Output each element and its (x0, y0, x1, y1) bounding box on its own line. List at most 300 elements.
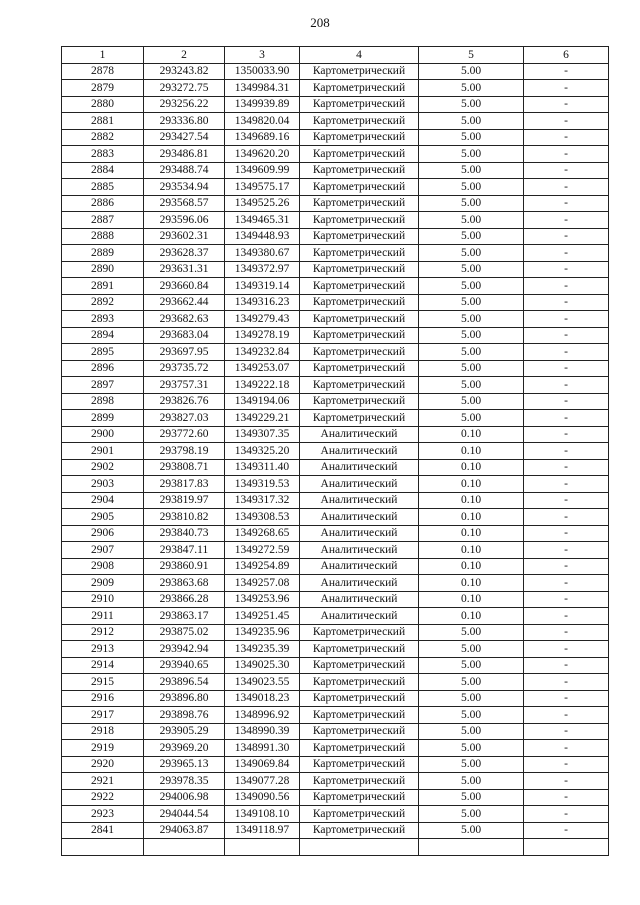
coord-y-cell: 1349253.07 (225, 360, 300, 377)
method-cell: Картометрический (300, 723, 419, 740)
coord-y-cell: 1349235.96 (225, 624, 300, 641)
coord-x-cell: 293798.19 (144, 443, 225, 460)
accuracy-cell: 5.00 (419, 212, 524, 229)
note-cell: - (524, 459, 609, 476)
note-cell: - (524, 509, 609, 526)
coord-y-cell: 1349254.89 (225, 558, 300, 575)
coord-x-cell (144, 839, 225, 856)
table-row (62, 542, 609, 559)
accuracy-cell: 5.00 (419, 707, 524, 724)
coord-y-cell: 1348990.39 (225, 723, 300, 740)
table-row (62, 195, 609, 212)
table-row (62, 476, 609, 493)
coord-y-cell: 1349077.28 (225, 773, 300, 790)
coord-y-cell (225, 839, 300, 856)
coord-y-cell: 1349090.56 (225, 789, 300, 806)
table-row (62, 278, 609, 295)
coord-x-cell: 293808.71 (144, 459, 225, 476)
coord-x-cell: 293697.95 (144, 344, 225, 361)
point-number-cell: 2895 (62, 344, 144, 361)
note-cell: - (524, 113, 609, 130)
table-row (62, 525, 609, 542)
table-row (62, 393, 609, 410)
table-header (62, 47, 609, 64)
coord-y-cell: 1349268.65 (225, 525, 300, 542)
coord-x-cell: 293817.83 (144, 476, 225, 493)
table-row (62, 96, 609, 113)
header-col-2: 2 (144, 47, 225, 64)
coord-y-cell: 1350033.90 (225, 63, 300, 80)
coord-y-cell: 1349194.06 (225, 393, 300, 410)
table-row (62, 179, 609, 196)
accuracy-cell: 0.10 (419, 542, 524, 559)
accuracy-cell: 5.00 (419, 113, 524, 130)
coord-x-cell: 293662.44 (144, 294, 225, 311)
accuracy-cell: 5.00 (419, 393, 524, 410)
method-cell: Аналитический (300, 426, 419, 443)
method-cell: Картометрический (300, 113, 419, 130)
accuracy-cell: 5.00 (419, 228, 524, 245)
point-number-cell: 2879 (62, 80, 144, 97)
note-cell: - (524, 80, 609, 97)
point-number-cell: 2891 (62, 278, 144, 295)
header-row (62, 47, 609, 64)
accuracy-cell: 5.00 (419, 773, 524, 790)
table-row (62, 839, 609, 856)
note-cell: - (524, 542, 609, 559)
coord-y-cell: 1349465.31 (225, 212, 300, 229)
table-row (62, 806, 609, 823)
header-col-6: 6 (524, 47, 609, 64)
method-cell: Картометрический (300, 228, 419, 245)
coord-y-cell: 1349069.84 (225, 756, 300, 773)
accuracy-cell: 5.00 (419, 261, 524, 278)
coord-y-cell: 1349222.18 (225, 377, 300, 394)
method-cell: Аналитический (300, 591, 419, 608)
point-number-cell: 2899 (62, 410, 144, 427)
coord-x-cell: 293965.13 (144, 756, 225, 773)
coord-x-cell: 294044.54 (144, 806, 225, 823)
point-number-cell: 2921 (62, 773, 144, 790)
accuracy-cell: 0.10 (419, 608, 524, 625)
coord-y-cell: 1349307.35 (225, 426, 300, 443)
table-row (62, 113, 609, 130)
accuracy-cell: 5.00 (419, 690, 524, 707)
table-row (62, 740, 609, 757)
method-cell: Картометрический (300, 245, 419, 262)
note-cell: - (524, 443, 609, 460)
point-number-cell: 2890 (62, 261, 144, 278)
accuracy-cell: 0.10 (419, 443, 524, 460)
note-cell: - (524, 476, 609, 493)
page-number: 208 (310, 15, 330, 30)
coord-y-cell: 1349820.04 (225, 113, 300, 130)
coord-x-cell: 293905.29 (144, 723, 225, 740)
note-cell: - (524, 162, 609, 179)
accuracy-cell: 5.00 (419, 294, 524, 311)
coord-y-cell: 1348991.30 (225, 740, 300, 757)
point-number-cell: 2904 (62, 492, 144, 509)
table-row (62, 294, 609, 311)
coord-y-cell: 1349525.26 (225, 195, 300, 212)
coord-x-cell: 293488.74 (144, 162, 225, 179)
point-number-cell: 2900 (62, 426, 144, 443)
note-cell: - (524, 723, 609, 740)
point-number-cell (62, 839, 144, 856)
coord-x-cell: 293772.60 (144, 426, 225, 443)
coord-x-cell: 293596.06 (144, 212, 225, 229)
method-cell: Аналитический (300, 459, 419, 476)
accuracy-cell: 0.10 (419, 558, 524, 575)
method-cell: Картометрический (300, 311, 419, 328)
table-row (62, 228, 609, 245)
point-number-cell: 2905 (62, 509, 144, 526)
coord-y-cell: 1349118.97 (225, 822, 300, 839)
coord-x-cell: 293863.17 (144, 608, 225, 625)
method-cell: Картометрический (300, 80, 419, 97)
point-number-cell: 2918 (62, 723, 144, 740)
coord-x-cell: 293602.31 (144, 228, 225, 245)
method-cell: Аналитический (300, 542, 419, 559)
point-number-cell: 2894 (62, 327, 144, 344)
note-cell: - (524, 377, 609, 394)
note-cell: - (524, 674, 609, 691)
note-cell: - (524, 426, 609, 443)
method-cell: Картометрический (300, 195, 419, 212)
point-number-cell: 2893 (62, 311, 144, 328)
coord-x-cell: 293840.73 (144, 525, 225, 542)
method-cell: Аналитический (300, 476, 419, 493)
accuracy-cell: 0.10 (419, 426, 524, 443)
note-cell: - (524, 261, 609, 278)
coord-y-cell: 1349257.08 (225, 575, 300, 592)
note-cell: - (524, 410, 609, 427)
coord-x-cell: 293940.65 (144, 657, 225, 674)
header-col-3: 3 (225, 47, 300, 64)
coord-y-cell: 1349229.21 (225, 410, 300, 427)
method-cell: Картометрический (300, 146, 419, 163)
note-cell: - (524, 146, 609, 163)
note-cell: - (524, 624, 609, 641)
method-cell: Аналитический (300, 575, 419, 592)
method-cell: Картометрический (300, 707, 419, 724)
note-cell (524, 839, 609, 856)
table-row (62, 789, 609, 806)
table-row (62, 657, 609, 674)
method-cell: Аналитический (300, 558, 419, 575)
table-row (62, 641, 609, 658)
table-row (62, 261, 609, 278)
coord-x-cell: 293810.82 (144, 509, 225, 526)
point-number-cell: 2885 (62, 179, 144, 196)
method-cell: Картометрический (300, 344, 419, 361)
coord-y-cell: 1349939.89 (225, 96, 300, 113)
coord-x-cell: 293863.68 (144, 575, 225, 592)
table-row (62, 443, 609, 460)
coord-x-cell: 293898.76 (144, 707, 225, 724)
note-cell: - (524, 657, 609, 674)
accuracy-cell: 0.10 (419, 591, 524, 608)
accuracy-cell: 5.00 (419, 360, 524, 377)
table-row (62, 63, 609, 80)
note-cell: - (524, 789, 609, 806)
coord-x-cell: 293757.31 (144, 377, 225, 394)
coord-y-cell: 1349372.97 (225, 261, 300, 278)
method-cell: Аналитический (300, 492, 419, 509)
coord-y-cell: 1349319.14 (225, 278, 300, 295)
table-row (62, 426, 609, 443)
note-cell: - (524, 591, 609, 608)
coord-x-cell: 293735.72 (144, 360, 225, 377)
table-row (62, 707, 609, 724)
method-cell: Картометрический (300, 294, 419, 311)
method-cell: Картометрический (300, 129, 419, 146)
table-row (62, 492, 609, 509)
table-row (62, 756, 609, 773)
point-number-cell: 2892 (62, 294, 144, 311)
accuracy-cell: 5.00 (419, 96, 524, 113)
coord-x-cell: 293860.91 (144, 558, 225, 575)
method-cell: Картометрический (300, 212, 419, 229)
accuracy-cell: 5.00 (419, 410, 524, 427)
method-cell: Картометрический (300, 822, 419, 839)
coord-x-cell: 293978.35 (144, 773, 225, 790)
coord-x-cell: 293682.63 (144, 311, 225, 328)
coord-y-cell: 1348996.92 (225, 707, 300, 724)
coord-y-cell: 1349251.45 (225, 608, 300, 625)
point-number-cell: 2920 (62, 756, 144, 773)
coord-x-cell: 293628.37 (144, 245, 225, 262)
point-number-cell: 2908 (62, 558, 144, 575)
coord-x-cell: 293256.22 (144, 96, 225, 113)
point-number-cell: 2887 (62, 212, 144, 229)
point-number-cell: 2896 (62, 360, 144, 377)
point-number-cell: 2882 (62, 129, 144, 146)
accuracy-cell: 5.00 (419, 162, 524, 179)
table-row (62, 162, 609, 179)
note-cell: - (524, 608, 609, 625)
note-cell: - (524, 492, 609, 509)
accuracy-cell: 5.00 (419, 674, 524, 691)
table-row (62, 129, 609, 146)
coord-x-cell: 293336.80 (144, 113, 225, 130)
table-row (62, 245, 609, 262)
note-cell: - (524, 740, 609, 757)
point-number-cell: 2901 (62, 443, 144, 460)
coord-x-cell: 293683.04 (144, 327, 225, 344)
coord-y-cell: 1349018.23 (225, 690, 300, 707)
accuracy-cell: 5.00 (419, 822, 524, 839)
table-row (62, 773, 609, 790)
method-cell: Картометрический (300, 360, 419, 377)
point-number-cell: 2886 (62, 195, 144, 212)
accuracy-cell: 5.00 (419, 641, 524, 658)
method-cell: Картометрический (300, 393, 419, 410)
accuracy-cell: 5.00 (419, 327, 524, 344)
point-number-cell: 2909 (62, 575, 144, 592)
note-cell: - (524, 294, 609, 311)
note-cell: - (524, 806, 609, 823)
point-number-cell: 2880 (62, 96, 144, 113)
method-cell: Картометрический (300, 773, 419, 790)
coordinates-table (61, 46, 609, 856)
method-cell: Картометрический (300, 657, 419, 674)
method-cell: Картометрический (300, 756, 419, 773)
table-row (62, 344, 609, 361)
coord-x-cell: 293631.31 (144, 261, 225, 278)
coord-x-cell: 293243.82 (144, 63, 225, 80)
table-row (62, 360, 609, 377)
coord-x-cell: 293272.75 (144, 80, 225, 97)
method-cell: Картометрический (300, 624, 419, 641)
note-cell: - (524, 393, 609, 410)
table-row (62, 377, 609, 394)
point-number-cell: 2915 (62, 674, 144, 691)
point-number-cell: 2903 (62, 476, 144, 493)
point-number-cell: 2922 (62, 789, 144, 806)
coord-y-cell: 1349380.67 (225, 245, 300, 262)
note-cell: - (524, 707, 609, 724)
coord-y-cell: 1349278.19 (225, 327, 300, 344)
point-number-cell: 2911 (62, 608, 144, 625)
point-number-cell: 2912 (62, 624, 144, 641)
coord-x-cell: 293847.11 (144, 542, 225, 559)
note-cell: - (524, 641, 609, 658)
point-number-cell: 2841 (62, 822, 144, 839)
note-cell: - (524, 558, 609, 575)
coord-x-cell: 294063.87 (144, 822, 225, 839)
coord-x-cell: 293942.94 (144, 641, 225, 658)
note-cell: - (524, 245, 609, 262)
coord-x-cell: 293896.54 (144, 674, 225, 691)
note-cell: - (524, 129, 609, 146)
note-cell: - (524, 690, 609, 707)
accuracy-cell: 0.10 (419, 476, 524, 493)
point-number-cell: 2916 (62, 690, 144, 707)
accuracy-cell: 5.00 (419, 311, 524, 328)
table-row (62, 674, 609, 691)
point-number-cell: 2883 (62, 146, 144, 163)
point-number-cell: 2884 (62, 162, 144, 179)
coord-x-cell: 293819.97 (144, 492, 225, 509)
method-cell: Картометрический (300, 278, 419, 295)
coord-y-cell: 1349609.99 (225, 162, 300, 179)
coord-x-cell: 293660.84 (144, 278, 225, 295)
coord-y-cell: 1349272.59 (225, 542, 300, 559)
coord-x-cell: 293827.03 (144, 410, 225, 427)
point-number-cell: 2919 (62, 740, 144, 757)
accuracy-cell: 5.00 (419, 195, 524, 212)
coord-x-cell: 293875.02 (144, 624, 225, 641)
point-number-cell: 2902 (62, 459, 144, 476)
note-cell: - (524, 327, 609, 344)
note-cell: - (524, 311, 609, 328)
accuracy-cell: 5.00 (419, 789, 524, 806)
accuracy-cell: 5.00 (419, 146, 524, 163)
note-cell: - (524, 575, 609, 592)
method-cell: Аналитический (300, 525, 419, 542)
coord-y-cell: 1349025.30 (225, 657, 300, 674)
coord-y-cell: 1349108.10 (225, 806, 300, 823)
coord-y-cell: 1349620.20 (225, 146, 300, 163)
table-row (62, 509, 609, 526)
coord-x-cell: 293866.28 (144, 591, 225, 608)
coord-y-cell: 1349279.43 (225, 311, 300, 328)
table-row (62, 459, 609, 476)
coord-x-cell: 293969.20 (144, 740, 225, 757)
coord-y-cell: 1349235.39 (225, 641, 300, 658)
coord-y-cell: 1349311.40 (225, 459, 300, 476)
table-row (62, 146, 609, 163)
point-number-cell: 2897 (62, 377, 144, 394)
method-cell (300, 839, 419, 856)
note-cell: - (524, 756, 609, 773)
header-col-5: 5 (419, 47, 524, 64)
coord-y-cell: 1349325.20 (225, 443, 300, 460)
accuracy-cell: 5.00 (419, 129, 524, 146)
point-number-cell: 2906 (62, 525, 144, 542)
method-cell: Картометрический (300, 179, 419, 196)
accuracy-cell: 5.00 (419, 806, 524, 823)
note-cell: - (524, 360, 609, 377)
method-cell: Картометрический (300, 789, 419, 806)
table-row (62, 575, 609, 592)
method-cell: Картометрический (300, 806, 419, 823)
coord-x-cell: 293826.76 (144, 393, 225, 410)
accuracy-cell: 0.10 (419, 459, 524, 476)
point-number-cell: 2913 (62, 641, 144, 658)
note-cell: - (524, 179, 609, 196)
accuracy-cell: 5.00 (419, 63, 524, 80)
coord-y-cell: 1349232.84 (225, 344, 300, 361)
note-cell: - (524, 96, 609, 113)
point-number-cell: 2898 (62, 393, 144, 410)
header-col-1: 1 (62, 47, 144, 64)
accuracy-cell: 5.00 (419, 657, 524, 674)
method-cell: Аналитический (300, 509, 419, 526)
note-cell: - (524, 525, 609, 542)
note-cell: - (524, 344, 609, 361)
coord-y-cell: 1349317.32 (225, 492, 300, 509)
coord-y-cell: 1349319.53 (225, 476, 300, 493)
accuracy-cell: 0.10 (419, 492, 524, 509)
point-number-cell: 2917 (62, 707, 144, 724)
table-row (62, 723, 609, 740)
accuracy-cell: 5.00 (419, 278, 524, 295)
header-col-4: 4 (300, 47, 419, 64)
method-cell: Картометрический (300, 674, 419, 691)
coord-x-cell: 293896.80 (144, 690, 225, 707)
method-cell: Картометрический (300, 162, 419, 179)
table-row (62, 591, 609, 608)
coord-y-cell: 1349448.93 (225, 228, 300, 245)
method-cell: Картометрический (300, 96, 419, 113)
table-row (62, 624, 609, 641)
accuracy-cell: 5.00 (419, 344, 524, 361)
point-number-cell: 2888 (62, 228, 144, 245)
note-cell: - (524, 228, 609, 245)
table-row (62, 80, 609, 97)
coord-y-cell: 1349253.96 (225, 591, 300, 608)
point-number-cell: 2878 (62, 63, 144, 80)
coord-y-cell: 1349575.17 (225, 179, 300, 196)
method-cell: Картометрический (300, 377, 419, 394)
table-row (62, 410, 609, 427)
point-number-cell: 2881 (62, 113, 144, 130)
accuracy-cell: 0.10 (419, 575, 524, 592)
accuracy-cell: 5.00 (419, 740, 524, 757)
accuracy-cell: 0.10 (419, 509, 524, 526)
